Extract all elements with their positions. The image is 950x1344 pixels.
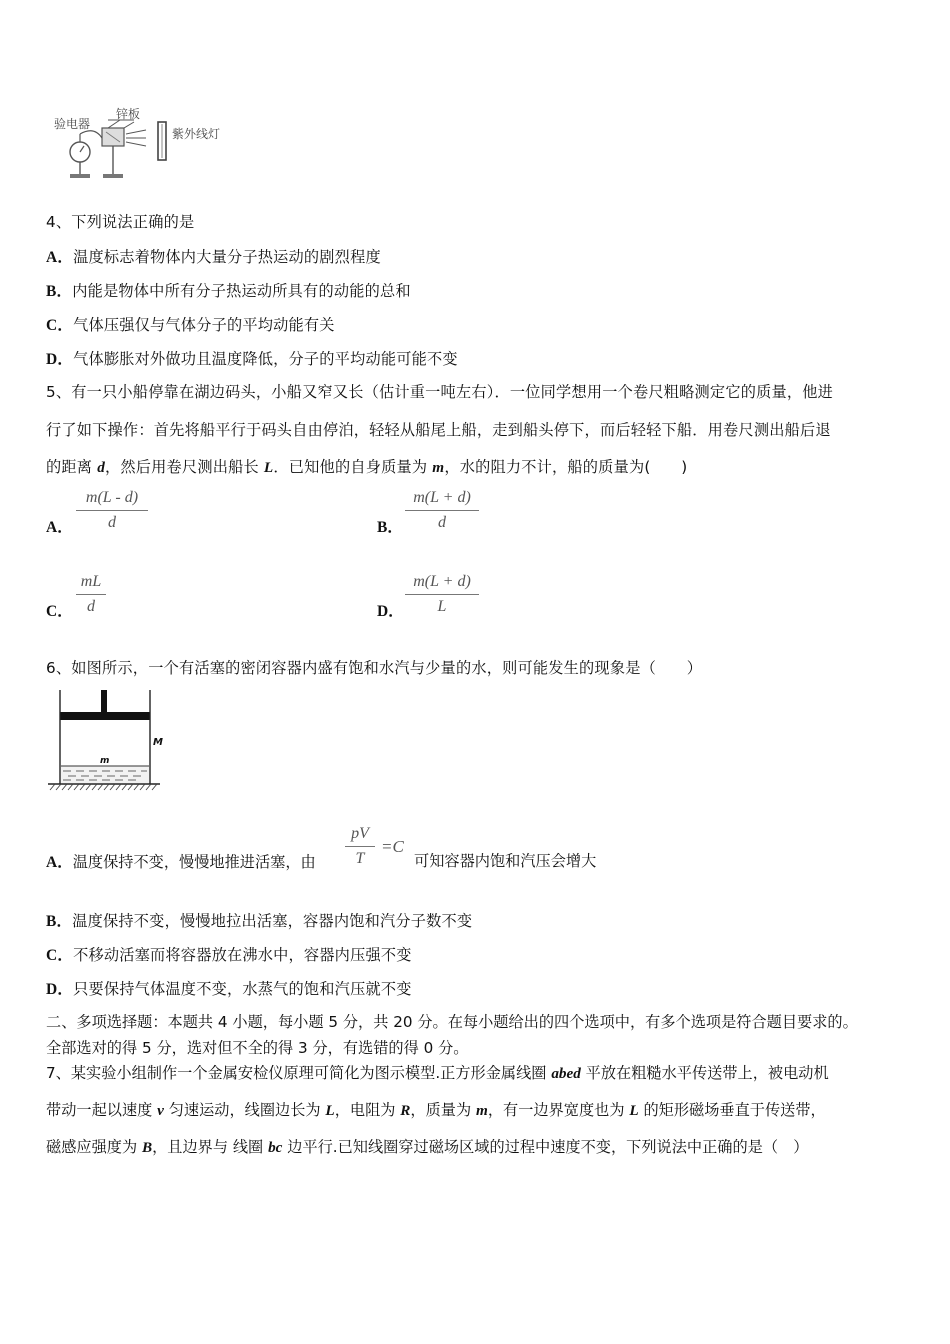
label-M: M (153, 737, 163, 748)
q7-stem-line2: 带动一起以速度 v 匀速运动，线圈边长为 L，电阻为 R，质量为 m，有一边界宽度也为 L 的矩形磁场垂直于传送带， (46, 1101, 826, 1119)
water (61, 766, 149, 783)
piston-container-figure (46, 686, 164, 794)
q6-option-a[interactable]: A．温度保持不变，慢慢地推进活塞，由 (46, 853, 316, 871)
q5-option-a-fraction[interactable]: $\frac{m(L - d)}{d}$ (76, 489, 148, 532)
q5-option-b-fraction[interactable]: $\frac{m(L + d)}{d}$ (405, 489, 479, 532)
q6-option-d[interactable]: D．只要保持气体温度不变，水蒸气的饱和汽压就不变 (46, 980, 412, 998)
q5-stem-line1: 5、有一只小船停靠在湖边码头，小船又窄又长（估计重一吨左右）．一位同学想用一个卷尺粗略测定它的质量，他进 (46, 383, 834, 401)
q5-option-a-label[interactable]: A． (46, 519, 73, 536)
section2-heading-line2: 全部选对的得 5 分，选对但不全的得 3 分，有选错的得 0 分。 (46, 1039, 469, 1057)
q6-option-b[interactable]: B．温度保持不变，慢慢地拉出活塞，容器内饱和汽分子数不变 (46, 912, 473, 930)
label-m: m (100, 756, 110, 766)
q6-option-c[interactable]: C．不移动活塞而将容器放在沸水中，容器内压强不变 (46, 946, 412, 964)
q6-option-a-tail: 可知容器内饱和汽压会增大 (414, 852, 597, 870)
q6-stem: 6、如图所示，一个有活塞的密闭容器内盛有饱和水汽与少量的水，则可能发生的现象是（ ） (46, 659, 703, 677)
q4-option-a[interactable]: A．温度标志着物体内大量分子热运动的剧烈程度 (46, 248, 381, 266)
q4-option-c[interactable]: C．气体压强仅与气体分子的平均动能有关 (46, 316, 335, 334)
q4-option-b[interactable]: B．内能是物体中所有分子热运动所具有的动能的总和 (46, 282, 411, 300)
piston (60, 712, 150, 720)
piston-rod (101, 690, 107, 712)
q7-stem-line1: 7、某实验小组制作一个金属安检仪原理可简化为图示模型.正方形金属线圈 abed 平放在粗糙水平传送带上，被电动机 (46, 1064, 829, 1082)
q6-option-a-fraction: $\frac{pV}{T}$ (345, 825, 375, 868)
electroscope-label: 验电器 (54, 117, 91, 131)
q7-stem-line3: 磁感应强度为 B，且边界与 线圈 bc 边平行.已知线圈穿过磁场区域的过程中速度不变，下列说法中正确的是（ ） (46, 1138, 809, 1156)
zinc-plate-label: 锌板 (116, 107, 141, 121)
q6-option-a-equals: =C (381, 837, 404, 856)
q5-option-d-fraction[interactable]: $\frac{m(L + d)}{L}$ (405, 573, 479, 616)
section2-heading-line1: 二、多项选择题：本题共 4 小题，每小题 5 分，共 20 分。在每小题给出的四个选项中，有多个选项是符合题目要求的。 (46, 1013, 858, 1031)
q4-option-d[interactable]: D．气体膨胀对外做功且温度降低，分子的平均动能可能不变 (46, 350, 458, 368)
uv-lamp-label: 紫外线灯 (172, 127, 221, 141)
q5-stem-line3: 的距离 d，然后用卷尺测出船长 L．已知他的自身质量为 m，水的阻力不计，船的质量为( ) (46, 458, 688, 476)
q5-option-c-fraction[interactable]: $\frac{mL}{d}$ (76, 573, 106, 616)
q5-option-d-label[interactable]: D． (377, 603, 404, 620)
photoelectric-figure (50, 104, 240, 186)
q5-option-c-label[interactable]: C． (46, 603, 73, 620)
q5-option-b-label[interactable]: B． (377, 519, 403, 536)
q5-stem-line2: 行了如下操作：首先将船平行于码头自由停泊，轻轻从船尾上船，走到船头停下，而后轻轻下船．用卷尺测出船后退 (46, 421, 831, 439)
q4-stem: 4、下列说法正确的是 (46, 213, 195, 231)
